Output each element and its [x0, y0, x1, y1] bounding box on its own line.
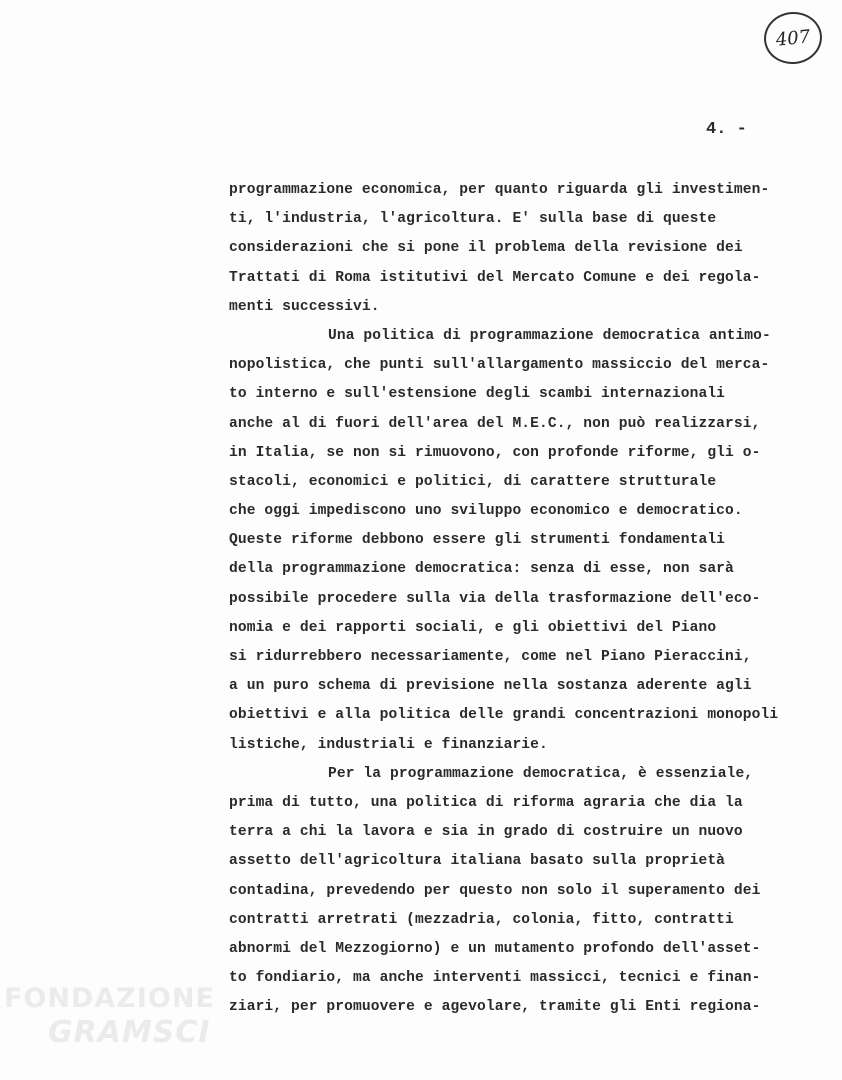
archive-number-stamp	[761, 9, 824, 67]
text-line: Per la programmazione democratica, è essenziale,	[328, 765, 754, 782]
text-line: stacoli, economici e politici, di carattere strutturale	[229, 473, 717, 490]
watermark-line-2: GRAMSCI	[48, 1015, 211, 1050]
text-line: abnormi del Mezzogiorno) e un mutamento profondo dell'asset-	[229, 940, 761, 957]
text-line: ti, l'industria, l'agricoltura. E' sulla base di queste	[229, 211, 717, 228]
body-text	[229, 176, 829, 1022]
text-line: possibile procedere sulla via della trasformazione dell'eco-	[229, 590, 761, 607]
text-line: obiettivi e alla politica delle grandi concentrazioni monopoli	[229, 707, 779, 724]
text-line: che oggi impediscono uno sviluppo economico e democratico.	[229, 503, 743, 520]
text-line: in Italia, se non si rimuovono, con profonde riforme, gli o-	[229, 444, 761, 461]
text-line: Una politica di programmazione democratica antimo-	[328, 327, 771, 344]
text-line: si ridurrebbero necessariamente, come nel Piano Pieraccini,	[229, 649, 752, 665]
text-line: a un puro schema di previsione nella sostanza aderente agli	[229, 678, 752, 695]
text-line: contratti arretrati (mezzadria, colonia, fitto, contratti	[229, 911, 734, 928]
text-line: listiche, industriali e finanziarie.	[229, 736, 548, 753]
text-line: terra a chi la lavora e sia in grado di costruire un nuovo	[229, 824, 743, 841]
text-line: Queste riforme debbono essere gli strumenti fondamentali	[229, 532, 726, 549]
text-line: programmazione economica, per quanto riguarda gli investimen-	[229, 182, 770, 198]
page-number: 4. -	[706, 120, 747, 139]
text-line: ziari, per promuovere e agevolare, tramite gli Enti regiona-	[229, 999, 761, 1016]
text-line: contadina, prevedendo per questo non solo il superamento dei	[229, 882, 761, 899]
text-line: to fondiario, ma anche interventi massicci, tecnici e finan-	[229, 970, 761, 987]
text-line: nopolistica, che punti sull'allargamento massiccio del merca-	[229, 357, 770, 374]
text-line: menti successivi.	[229, 298, 380, 315]
text-line: assetto dell'agricoltura italiana basato sulla proprietà	[229, 853, 726, 870]
watermark-line-1: FONDAZIONE	[4, 983, 215, 1014]
text-line: anche al di fuori dell'area del M.E.C., non può realizzarsi,	[229, 415, 761, 432]
text-line: Trattati di Roma istitutivi del Mercato Comune e dei regola-	[229, 269, 761, 286]
text-line: to interno e sull'estensione degli scambi internazionali	[229, 386, 726, 403]
watermark	[4, 982, 215, 1050]
text-line: nomia e dei rapporti sociali, e gli obiettivi del Piano	[229, 619, 717, 636]
archive-number-text: 407	[774, 25, 812, 51]
text-line: della programmazione democratica: senza di esse, non sarà	[229, 561, 734, 578]
text-line: considerazioni che si pone il problema della revisione dei	[229, 240, 743, 257]
text-line: prima di tutto, una politica di riforma agraria che dia la	[229, 794, 743, 811]
